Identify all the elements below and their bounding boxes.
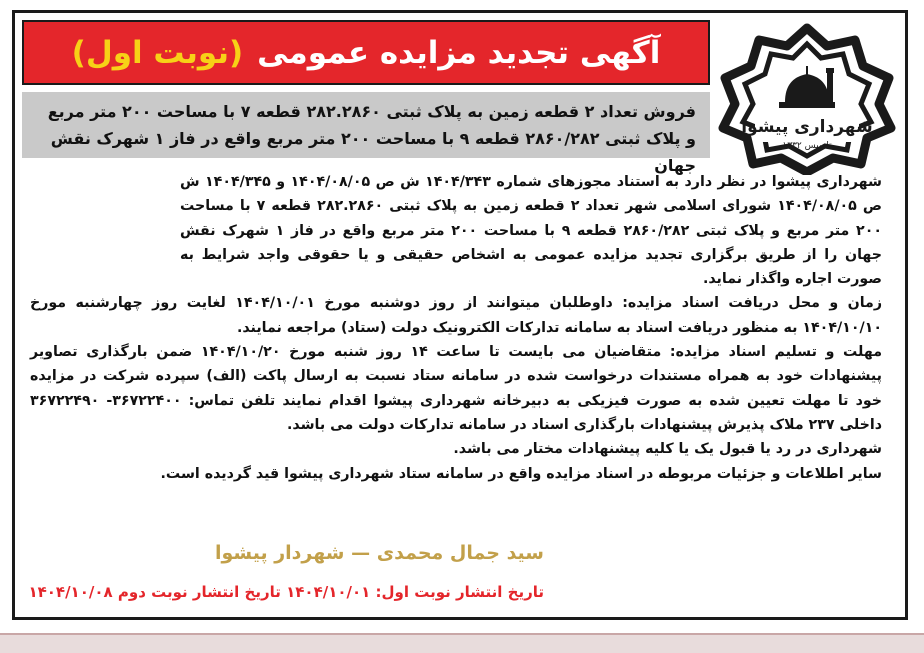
logo-founded: تاسیس ۱۳۳۲: [782, 141, 832, 151]
ad-body: [30, 170, 882, 486]
body-paragraph-intro: شهرداری پیشوا در نظر دارد به استناد مجوزهای شماره ۱۴۰۴/۳۴۳ ش ص ۱۴۰۴/۰۸/۰۵ و ۱۴۰۴/۳۴۵ ش ص ۱۴۰۴/۰۸/۰۵ شورای اسلامی شهر تعداد ۲ قطعه زمین به پلاک ثبتی ۲۸۲.۲۸۶۰ قطعه ۷ با مساحت ۲۰۰ متر مربع و پلاک ثبتی ۲۸۶۰/۲۸۲ قطعه ۹ با مساحت ۲۰۰ متر مربع واقع در فاز ۱ شهرک نقش جهان را از طریق برگزاری تجدید مزایده عمومی به اشخاص حقیقی و یا حقوقی واجد شرایط به صورت اجاره واگذار نماید.: [180, 174, 883, 288]
signature: سید جمال محمدی — شهردار پیشوا: [214, 542, 544, 564]
logo-name: شهرداری پیشوا: [741, 117, 873, 137]
ad-title: آگهی تجدید مزایده عمومی: [257, 34, 661, 71]
body-paragraph-documents: زمان و محل دریافت اسناد مزایده: داوطلبان میتوانند از روز دوشنبه مورخ ۱۴۰۴/۱۰/۰۱ لغایت روز چهارشنبه مورخ ۱۴۰۴/۱۰/۱۰ به منظور دریافت اسناد به سامانه تدارکات الکترونیک دولت (ستاد) مراجعه نمایند.: [30, 295, 882, 336]
body-paragraph-info: سایر اطلاعات و جزئیات مربوطه در اسناد مزایده واقع در سامانه ستاد شهرداری پیشوا قید گردیده است.: [160, 465, 882, 482]
body-paragraph-rights: شهرداری در رد یا قبول یک یا کلیه پیشنهادات مختار می باشد.: [453, 441, 882, 458]
ad-round-label: (نوبت اول): [71, 34, 244, 71]
publication-dates: تاریخ انتشار نوبت اول: ۱۴۰۴/۱۰/۰۱ تاریخ انتشار نوبت دوم ۱۴۰۴/۱۰/۰۸: [28, 583, 544, 601]
bottom-band: [0, 635, 924, 653]
body-paragraph-deadline: مهلت و تسلیم اسناد مزایده: متقاضیان می بایست تا ساعت ۱۴ روز شنبه مورخ ۱۴۰۴/۱۰/۲۰ ضمن بارگذاری تصاویر پیشنهادات خود به همراه مستندات درخواست شده در سامانه ستاد نسبت به ارسال پاکت (الف) سپرده شرکت در مزایده خود تا مهلت تعیین شده به صورت فیزیکی به دبیرخانه شهرداری پیشوا اقدام نمایند تلفن تماس: ۳۶۷۲۲۴۰۰- ۳۶۷۲۲۴۹۰ داخلی ۲۳۷ ملاک پذیرش پیشنهادات بارگذاری اسناد در سامانه تدارکات دولت می باشد.: [30, 344, 882, 433]
municipality-emblem-icon: [715, 20, 900, 175]
title-banner: [22, 20, 710, 85]
ad-subtitle: فروش تعداد ۲ قطعه زمین به پلاک ثبتی ۲۸۲.۲۸۶۰ قطعه ۷ با مساحت ۲۰۰ متر مربع و پلاک ثبتی ۲۸۶۰/۲۸۲ قطعه ۹ با مساحت ۲۰۰ متر مربع واقع در فاز ۱ شهرک نقش جهان: [22, 92, 710, 158]
